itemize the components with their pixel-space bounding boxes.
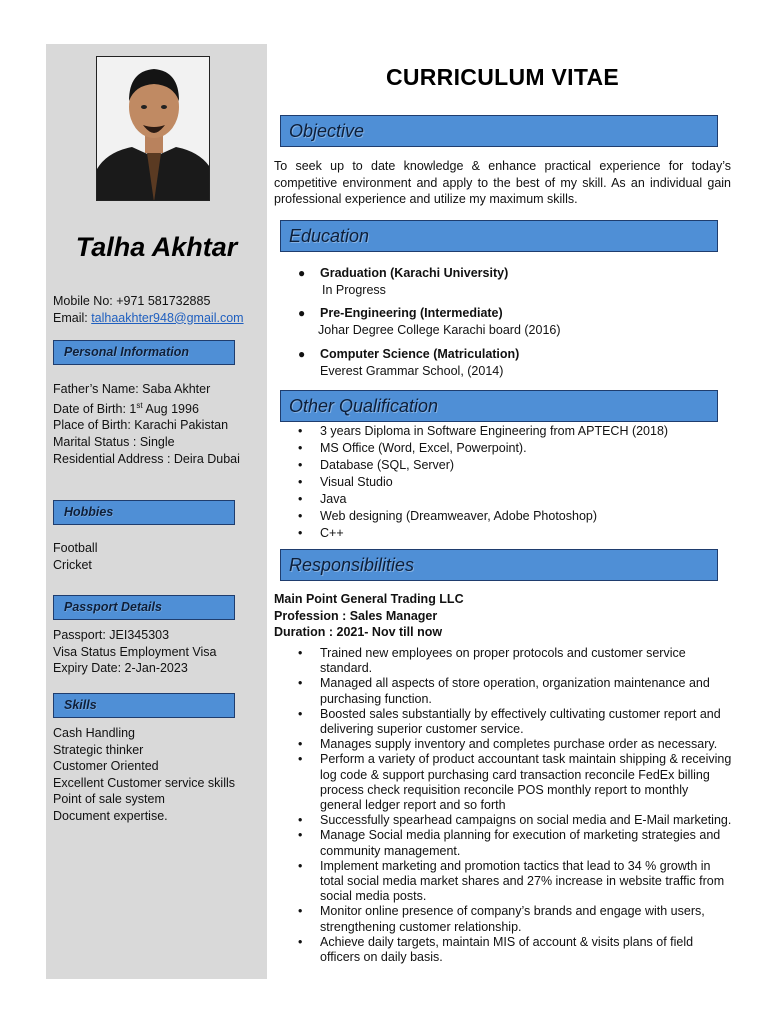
education-detail: Everest Grammar School, (2014) bbox=[320, 363, 504, 378]
list-item: • Manage Social media planning for execution of marketing strategies and community management. bbox=[298, 828, 733, 858]
education-title: Graduation (Karachi University) bbox=[320, 266, 509, 280]
bullet-icon: ● bbox=[298, 266, 306, 280]
skill-item: Point of sale system bbox=[53, 792, 165, 807]
profession: Profession : Sales Manager bbox=[274, 608, 438, 623]
dob-prefix: Date of Birth: 1 bbox=[53, 401, 137, 416]
skill-item: Customer Oriented bbox=[53, 759, 159, 774]
list-item: • Managed all aspects of store operation, organization maintenance and purchasing function. bbox=[298, 676, 733, 706]
objective-text: To seek up to date knowledge & enhance practical experience for today’s competitive environment and apply to the best of my skill. As an individual gain professional experience and utilize my maximum skills. bbox=[274, 159, 731, 207]
email-line bbox=[53, 310, 244, 327]
list-item: • Monitor online presence of company’s brands and engage with users, strengthening customer relationship. bbox=[298, 904, 733, 934]
expiry-date: Expiry Date: 2-Jan-2023 bbox=[53, 661, 188, 676]
education-item bbox=[298, 265, 728, 298]
profile-photo bbox=[96, 56, 210, 201]
hobbies-list bbox=[53, 540, 97, 573]
email-label: Email: bbox=[53, 310, 92, 325]
passport-heading: Passport Details bbox=[53, 595, 235, 620]
list-item: • Implement marketing and promotion tactics that lead to 34 % growth in total social media market shares and 27% increase in website traffic from social media posts. bbox=[298, 859, 733, 905]
residential-address: Residential Address : Deira Dubai bbox=[53, 451, 240, 466]
list-item: • Manages supply inventory and completes purchase order as necessary. bbox=[298, 737, 733, 752]
mobile-number: Mobile No: +971 581732885 bbox=[53, 294, 211, 308]
skill-item: Document expertise. bbox=[53, 808, 168, 823]
skills-heading: Skills bbox=[53, 693, 235, 718]
visa-status: Visa Status Employment Visa bbox=[53, 644, 217, 659]
passport-block bbox=[53, 627, 217, 677]
responsibilities-list bbox=[298, 646, 733, 965]
email-link[interactable]: talhaakhter948@gmail.com bbox=[91, 310, 244, 325]
hobbies-heading: Hobbies bbox=[53, 500, 235, 525]
list-item: • Boosted sales substantially by effectively cultivating customer report and delivering superior customer service. bbox=[298, 707, 733, 737]
education-item bbox=[298, 346, 728, 379]
skills-list bbox=[53, 725, 235, 825]
education-heading: Education bbox=[280, 220, 718, 252]
list-item: • Web designing (Dreamweaver, Adobe Photoshop) bbox=[298, 508, 733, 525]
marital-status: Marital Status : Single bbox=[53, 434, 175, 449]
bullet-icon: ● bbox=[298, 306, 306, 320]
education-item bbox=[298, 305, 728, 338]
list-item: • Perform a variety of product accountant task maintain shipping & receiving log code & support purchasing card transaction reconcile FedEx billing process check requisition reconcile POS monthly report to monthly general ledger report and so forth bbox=[298, 752, 733, 813]
passport-number: Passport: JEI345303 bbox=[53, 628, 170, 642]
list-item: • C++ bbox=[298, 525, 733, 542]
date-of-birth bbox=[53, 398, 240, 418]
personal-info-heading: Personal Information bbox=[53, 340, 235, 365]
list-item: • 3 years Diploma in Software Engineering from APTECH (2018) bbox=[298, 423, 733, 440]
other-qualification-heading: Other Qualification bbox=[280, 390, 718, 422]
hobby-item: Cricket bbox=[53, 557, 92, 572]
skill-item: Strategic thinker bbox=[53, 742, 144, 757]
hobby-item: Football bbox=[53, 541, 98, 555]
responsibilities-heading: Responsibilities bbox=[280, 549, 718, 581]
personal-info-block bbox=[53, 381, 240, 467]
contact-block bbox=[53, 293, 244, 326]
list-item: • Database (SQL, Server) bbox=[298, 457, 733, 474]
place-of-birth: Place of Birth: Karachi Pakistan bbox=[53, 418, 229, 433]
duration: Duration : 2021- Nov till now bbox=[274, 625, 443, 640]
list-item: • Java bbox=[298, 491, 733, 508]
list-item: • MS Office (Word, Excel, Powerpoint). bbox=[298, 440, 733, 457]
father-name: Father’s Name: Saba Akhter bbox=[53, 382, 211, 396]
candidate-name: Talha Akhtar bbox=[75, 232, 238, 262]
job-details bbox=[274, 591, 464, 641]
list-item: • Trained new employees on proper protocols and customer service standard. bbox=[298, 646, 733, 676]
dob-sup: st bbox=[136, 400, 143, 410]
skill-item: Cash Handling bbox=[53, 726, 135, 740]
objective-heading: Objective bbox=[280, 115, 718, 147]
list-item: • Achieve daily targets, maintain MIS of account & visits plans of field officers on daily basis. bbox=[298, 935, 733, 965]
bullet-icon: ● bbox=[298, 347, 306, 361]
skill-item: Excellent Customer service skills bbox=[53, 775, 235, 790]
list-item: • Successfully spearhead campaigns on social media and E-Mail marketing. bbox=[298, 813, 733, 828]
dob-suffix: Aug 1996 bbox=[142, 401, 199, 416]
other-qualification-list bbox=[298, 423, 733, 542]
document-title: CURRICULUM VITAE bbox=[385, 64, 620, 90]
education-title: Pre-Engineering (Intermediate) bbox=[320, 306, 503, 320]
list-item: • Visual Studio bbox=[298, 474, 733, 491]
education-title: Computer Science (Matriculation) bbox=[320, 347, 520, 361]
company-name: Main Point General Trading LLC bbox=[274, 592, 464, 606]
education-detail: Johar Degree College Karachi board (2016) bbox=[318, 322, 561, 337]
education-detail: In Progress bbox=[322, 282, 386, 297]
